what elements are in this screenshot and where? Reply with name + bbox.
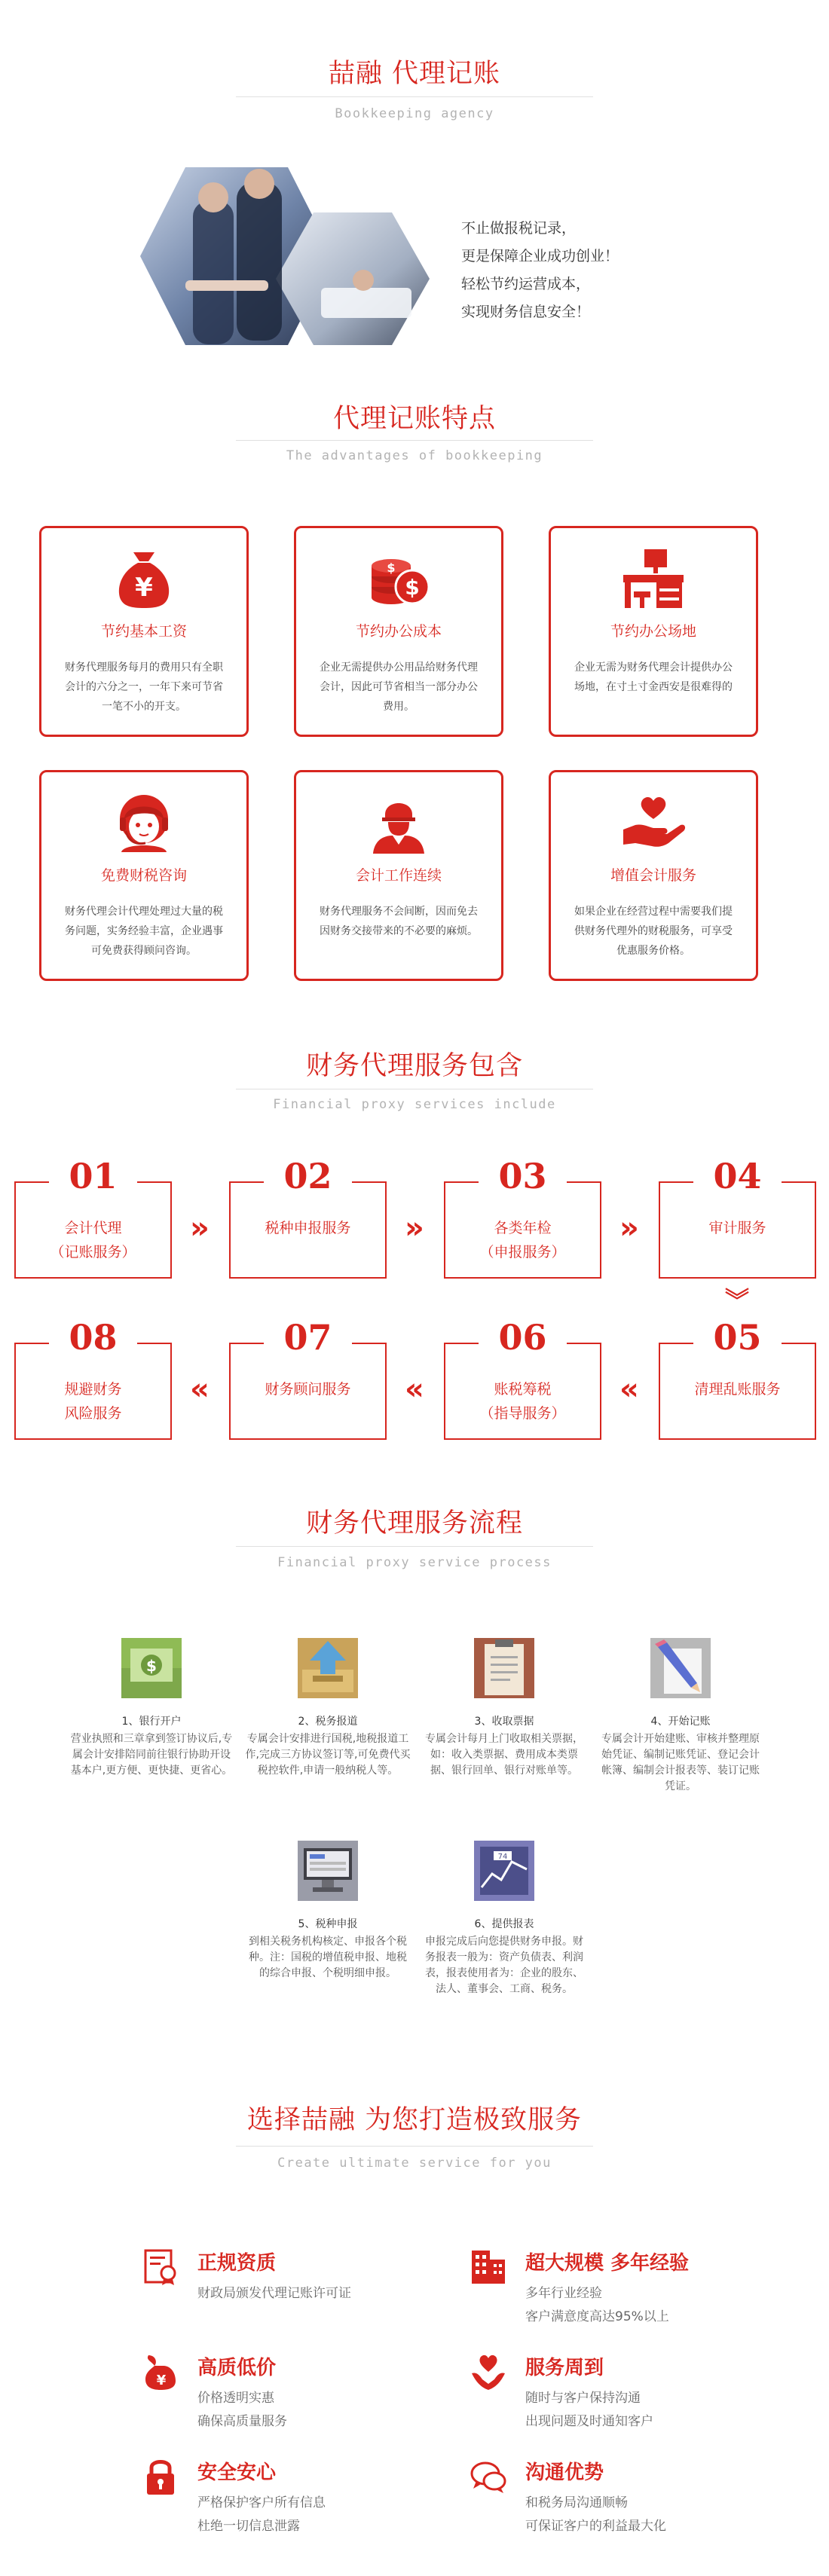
feature-label: 会计工作连续 <box>355 867 442 884</box>
advantage-desc: 出现问题及时通知客户 <box>525 2414 653 2429</box>
services-title: 财务代理服务包含 <box>305 1051 523 1081</box>
step-text: 专属会计开始建账、审核并整理原始凭证、编制记账凭证、登记会计帐簿、编制会计报表等、装订记账凭证。 <box>601 1733 760 1792</box>
building-icon <box>469 2248 508 2287</box>
process-step-1 <box>68 1632 235 1779</box>
svg-text:¥: ¥ <box>135 573 153 603</box>
slogan-line: 不止做报税记录， <box>461 220 577 237</box>
advantage-title: 超大规模 多年经验 <box>525 2252 690 2275</box>
feature-desc: 财务代理会计代理处理过大量的税务问题，实务经验丰富，企业遇事可免费获得顾问咨询。 <box>65 906 223 957</box>
advantage-desc: 随时与客户保持沟通 <box>525 2391 641 2406</box>
service-label: 税种申报服务 <box>265 1220 351 1236</box>
heart-care-icon <box>469 2352 508 2391</box>
feature-card-consult <box>39 770 249 981</box>
service-number: 03 <box>498 1156 547 1196</box>
step-label: 2、税务报道 <box>298 1716 358 1728</box>
service-box-02 <box>229 1156 387 1279</box>
title-divider <box>236 96 593 97</box>
service-number: 06 <box>498 1317 547 1358</box>
service-label: 会计代理 <box>64 1220 122 1236</box>
step-label: 4、开始记账 <box>650 1716 711 1728</box>
arrow-down-icon: ︾ <box>725 1286 750 1315</box>
svg-text:$: $ <box>405 575 420 600</box>
advantage-desc: 确保高质量服务 <box>197 2414 287 2429</box>
feature-label: 增值会计服务 <box>610 867 696 884</box>
clipboard-icon <box>468 1632 540 1704</box>
service-label: 清理乱账服务 <box>694 1381 781 1398</box>
arrow-right-icon: » <box>190 1211 210 1245</box>
money-bag-icon <box>111 545 177 611</box>
service-number: 07 <box>283 1317 332 1358</box>
service-number: 05 <box>713 1317 762 1358</box>
feature-desc: 财务代理服务不会间断，因而免去因财务交接带来的不必要的麻烦。 <box>320 906 478 937</box>
feature-label: 节约基本工资 <box>100 623 187 640</box>
service-number: 01 <box>69 1156 118 1196</box>
coins-icon <box>366 545 432 611</box>
services-subtitle: Financial proxy services include <box>273 1097 556 1112</box>
office-desk-icon <box>620 545 687 611</box>
service-label-sub: （指导服务） <box>479 1405 566 1422</box>
money-hand-icon <box>141 2352 180 2391</box>
arrow-left-icon: « <box>190 1372 210 1407</box>
feature-label: 免费财税咨询 <box>100 867 187 884</box>
feature-desc: 财务代理服务每月的费用只有全职会计的六分之一，一年下来可节省一笔不小的开支。 <box>65 662 223 713</box>
service-label-sub: 风险服务 <box>64 1405 122 1422</box>
advantage-desc: 客户满意度高达95%以上 <box>525 2309 669 2324</box>
advantage-scale <box>469 2248 785 2323</box>
advantage-title: 沟通优势 <box>525 2461 604 2484</box>
slogan-block <box>461 215 619 326</box>
heart-hand-icon <box>620 789 687 855</box>
advantage-title: 服务周到 <box>525 2357 604 2379</box>
advantage-title: 高质低价 <box>197 2357 277 2379</box>
step-label: 1、银行开户 <box>121 1716 182 1728</box>
feature-card-value-added <box>549 770 758 981</box>
advantage-desc: 和税务局沟通顺畅 <box>525 2495 628 2510</box>
service-label-sub: （申报服务） <box>479 1244 566 1260</box>
feature-card-continuity <box>294 770 503 981</box>
process-subtitle: Financial proxy service process <box>277 1555 552 1570</box>
arrow-left-icon: « <box>619 1372 639 1407</box>
bank-note-icon <box>115 1632 188 1704</box>
step-label: 6、提供报表 <box>474 1918 534 1930</box>
features-title: 代理记账特点 <box>332 404 496 434</box>
advantage-desc: 财政局颁发代理记账许可证 <box>197 2286 351 2301</box>
process-step-3 <box>421 1632 588 1779</box>
feature-card-office-cost <box>294 526 503 737</box>
feature-card-office-space <box>549 526 758 737</box>
svg-text:¥: ¥ <box>156 2373 167 2388</box>
worker-icon <box>366 789 432 855</box>
step-label: 5、税种申报 <box>298 1918 358 1930</box>
business-handshake-photo <box>140 167 452 345</box>
consultant-icon <box>111 789 177 855</box>
process-step-4 <box>597 1632 764 1795</box>
service-label: 账税筹税 <box>494 1381 552 1398</box>
service-label-sub: （记账服务） <box>50 1244 136 1260</box>
certificate-icon <box>141 2248 180 2287</box>
step-text: 专属会计每月上门收取相关票据，如：收入类票据、费用成本类票据、银行回单、银行对账单等。 <box>425 1733 583 1777</box>
advantage-communication <box>469 2457 785 2532</box>
service-box-06 <box>444 1317 601 1440</box>
slogan-line: 轻松节约运营成本， <box>461 276 591 292</box>
service-number: 04 <box>713 1156 762 1196</box>
service-number: 08 <box>69 1317 118 1358</box>
arrow-right-icon: » <box>619 1211 639 1245</box>
advantage-qualification <box>141 2248 457 2323</box>
service-box-01 <box>14 1156 172 1279</box>
choose-title: 选择喆融 为您打造极致服务 <box>246 2105 583 2135</box>
pencil-note-icon <box>644 1632 717 1704</box>
feature-desc: 如果企业在经营过程中需要我们提供财务代理外的财税服务，可享受优惠服务价格。 <box>574 906 733 957</box>
service-label: 财务顾问服务 <box>265 1381 351 1398</box>
process-step-5 <box>244 1835 411 1982</box>
svg-text:$: $ <box>146 1657 157 1675</box>
step-text: 专属会计安排进行国税,地税报道工作,完成三方协议签订等,可免费代买税控软件,申请一般纳税人等。 <box>245 1733 411 1777</box>
process-divider <box>236 1546 593 1547</box>
slogan-line: 实现财务信息安全！ <box>461 304 591 320</box>
arrow-left-icon: « <box>405 1372 424 1407</box>
service-box-08 <box>14 1317 172 1440</box>
upload-box-icon <box>292 1632 364 1704</box>
svg-text:74: 74 <box>497 1853 508 1861</box>
advantage-title: 安全安心 <box>197 2461 277 2484</box>
service-label: 规避财务 <box>64 1381 122 1398</box>
advantage-price <box>141 2352 457 2428</box>
advantage-desc: 价格透明实惠 <box>197 2391 274 2406</box>
service-box-04 <box>659 1156 816 1279</box>
feature-label: 节约办公场地 <box>610 623 696 640</box>
step-text: 营业执照和三章拿到签订协议后,专属会计安排陪同前往银行协助开设基本户,更方便、更快捷、更省心。 <box>70 1733 233 1777</box>
computer-icon <box>292 1835 364 1907</box>
report-chart-icon <box>468 1835 540 1907</box>
advantage-title: 正规资质 <box>197 2252 277 2275</box>
feature-card-salary <box>39 526 249 737</box>
feature-desc: 企业无需提供办公用品给财务代理会计，因此可节省相当一部分办公费用。 <box>320 662 478 713</box>
advantage-service <box>469 2352 785 2428</box>
feature-label: 节约办公成本 <box>355 623 442 640</box>
advantage-security <box>141 2457 457 2532</box>
lock-icon <box>141 2457 180 2496</box>
service-box-07 <box>229 1317 387 1440</box>
features-subtitle: The advantages of bookkeeping <box>286 448 543 463</box>
page-title: 喆融 代理记账 <box>328 59 501 89</box>
service-label: 审计服务 <box>708 1220 766 1236</box>
service-box-05 <box>659 1317 816 1440</box>
service-number: 02 <box>283 1156 332 1196</box>
advantage-desc: 严格保护客户所有信息 <box>197 2495 326 2510</box>
features-divider <box>236 440 593 441</box>
process-title: 财务代理服务流程 <box>305 1508 523 1539</box>
step-text: 申报完成后向您提供财务申报。财务报表一般为：资产负债表、利润表，报表使用者为：企业的股东、法人、董事会、工商、税务。 <box>425 1936 583 1995</box>
svg-text:$: $ <box>387 561 396 575</box>
choose-subtitle: Create ultimate service for you <box>277 2156 552 2171</box>
process-step-2 <box>244 1632 411 1779</box>
choose-divider <box>236 2146 593 2147</box>
advantage-desc: 杜绝一切信息泄露 <box>197 2519 300 2534</box>
advantage-desc: 可保证客户的利益最大化 <box>525 2519 666 2534</box>
service-box-03 <box>444 1156 601 1279</box>
slogan-line: 更是保障企业成功创业！ <box>461 248 619 264</box>
step-text: 到相关税务机构核定、申报各个税种。注：国税的增值税申报、地税的综合申报、个税明细申报。 <box>249 1936 407 1979</box>
chat-bubbles-icon <box>469 2457 508 2496</box>
service-label: 各类年检 <box>494 1220 552 1236</box>
feature-desc: 企业无需为财务代理会计提供办公场地，在寸土寸金西安是很难得的 <box>574 662 733 693</box>
arrow-right-icon: » <box>405 1211 424 1245</box>
process-step-6 <box>421 1835 588 1997</box>
step-label: 3、收取票据 <box>474 1716 534 1728</box>
advantage-desc: 多年行业经验 <box>525 2286 602 2301</box>
page-subtitle: Bookkeeping agency <box>335 106 494 121</box>
